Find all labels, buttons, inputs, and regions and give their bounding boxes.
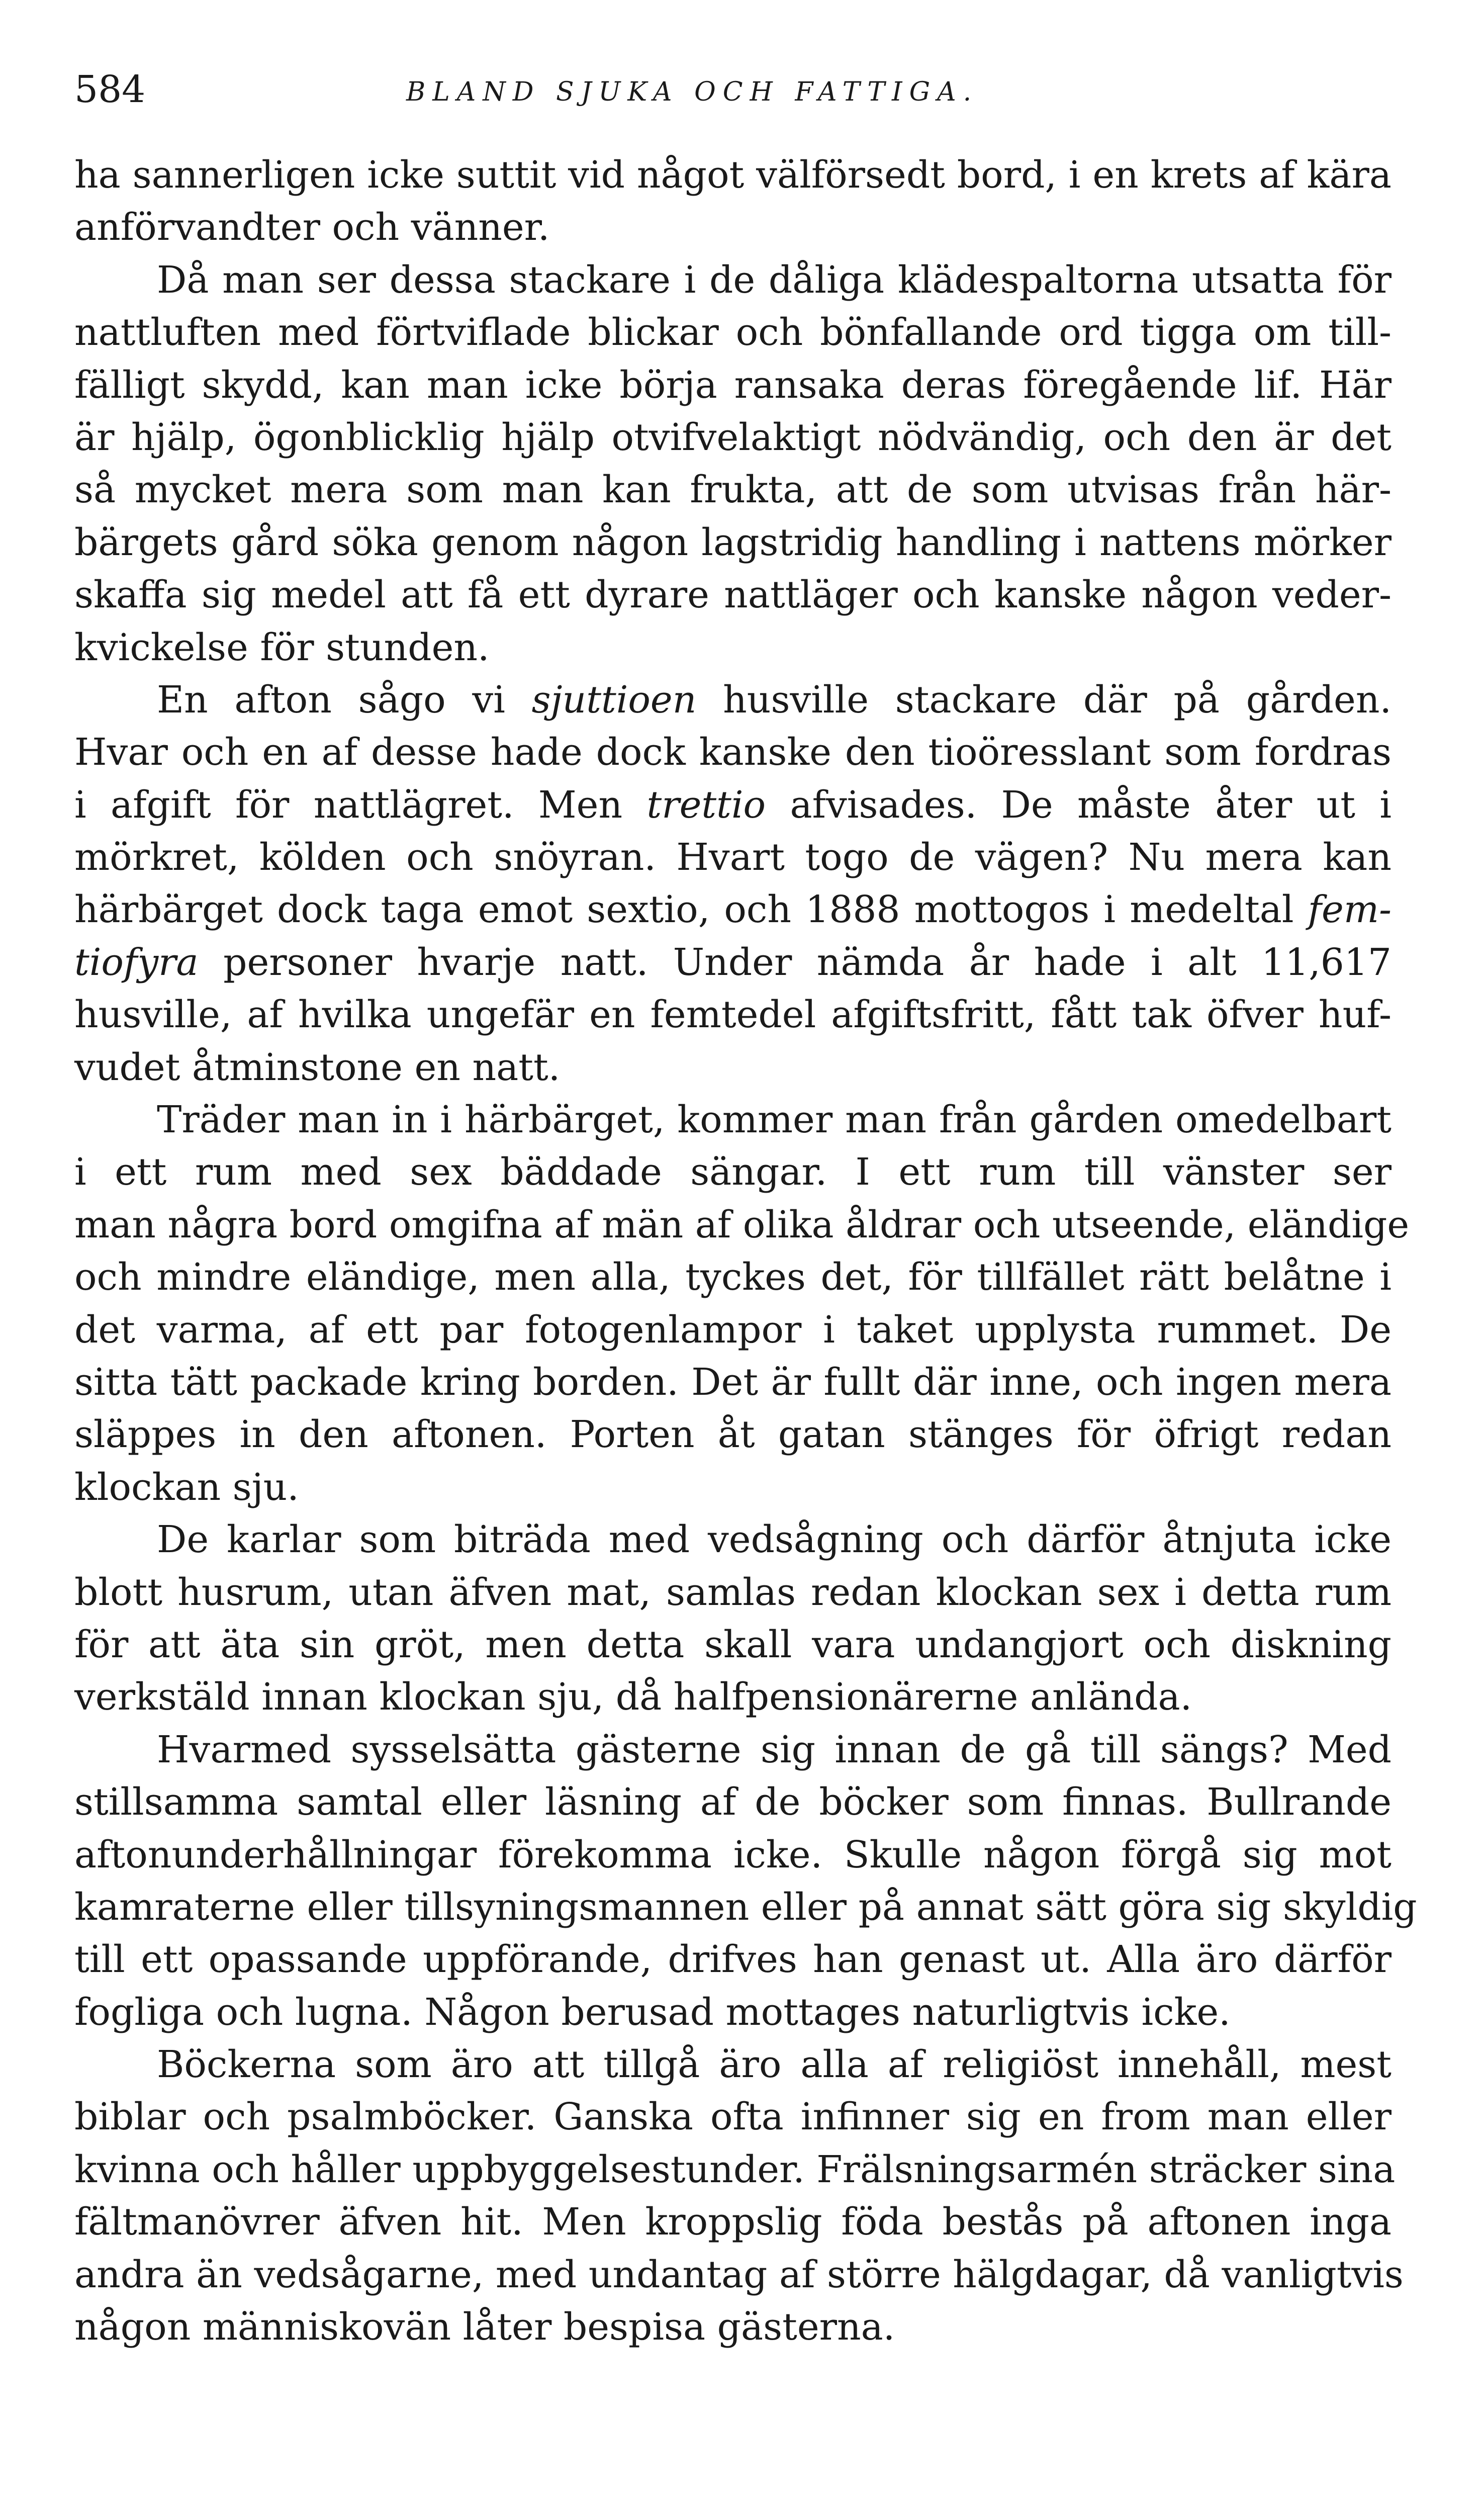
text-line: i ett rum med sex bäddade sängar. I ett rum till vänster ser (74, 1150, 1392, 1194)
text-line: Hvarmed sysselsätta gästerne sig innan de gå till sängs? Med (157, 1728, 1392, 1771)
text-line: fälligt skydd, kan man icke börja ransaka deras föregående lif. Här (74, 363, 1392, 407)
text-line: mörkret, kölden och snöyran. Hvart togo de vägen? Nu mera kan (74, 836, 1392, 879)
text-line: stillsamma samtal eller läsning af de böcker som finnas. Bullrande (74, 1780, 1392, 1824)
text-segment: i afgift för nattlägret. Men (74, 783, 647, 827)
text-line: blott husrum, utan äfven mat, samlas redan klockan sex i detta rum (74, 1570, 1392, 1614)
text-line: det varma, af ett par fotogenlampor i taket upplysta rummet. De (74, 1308, 1392, 1352)
text-line: så mycket mera som man kan frukta, att de som utvisas från här- (74, 468, 1392, 512)
text-line: aftonunderhållningar förekomma icke. Skulle någon förgå sig mot (74, 1833, 1392, 1876)
text-line: vudet åtminstone en natt. (74, 1045, 561, 1089)
text-line: kamraterne eller tillsyningsmannen eller på annat sätt göra sig skyldig (74, 1885, 1417, 1929)
text-line (74, 936, 1392, 989)
text-line: Då man ser dessa stackare i de dåliga klädespaltorna utsatta för (157, 258, 1392, 302)
italic-text: tiofyra (74, 940, 199, 984)
text-line: bärgets gård söka genom någon lagstridig handling i nattens mörker (74, 520, 1392, 564)
running-head: BLAND SJUKA OCH FATTIGA. (406, 77, 979, 107)
text-line: man några bord omgifna af män af olika åldrar och utseende, eländige (74, 1203, 1410, 1246)
text-line: för att äta sin gröt, men detta skall vara undangjort och diskning (74, 1623, 1392, 1666)
page-number: 584 (74, 68, 146, 111)
text-line: kvinna och håller uppbyggelsestunder. Frälsningsarmén sträcker sina (74, 2147, 1396, 2191)
text-segment: husville stackare där på gården. (696, 678, 1392, 722)
text-line (74, 674, 1392, 726)
text-line: andra än vedsågarne, med undantag af större hälgdagar, då vanligtvis (74, 2253, 1404, 2296)
text-line: Hvar och en af desse hade dock kanske den tioöresslant som fordras (74, 731, 1392, 774)
text-line: och mindre eländige, men alla, tyckes det, för tillfället rätt belåtne i (74, 1256, 1392, 1299)
text-line: är hjälp, ögonblicklig hjälp otvifvelaktigt nödvändig, och den är det (74, 415, 1392, 459)
text-line: någon människovän låter bespisa gästerna. (74, 2305, 895, 2349)
text-line: klockan sju. (74, 1465, 299, 1509)
text-line: De karlar som biträda med vedsågning och därför åtnjuta icke (157, 1518, 1392, 1562)
text-segment: personer hvarje natt. Under nämda år hade i alt 11,617 (198, 940, 1392, 984)
text-line: släppes in den aftonen. Porten åt gatan stänges för öfrigt redan (74, 1413, 1392, 1457)
text-line: till ett opassande uppförande, drifves han genast ut. Alla äro därför (74, 1938, 1392, 1982)
text-line: biblar och psalmböcker. Ganska ofta infinner sig en from man eller (74, 2095, 1392, 2139)
text-line: nattluften med förtviflade blickar och bönfallande ord tigga om till- (74, 311, 1392, 354)
text-line: Böckerna som äro att tillgå äro alla af religiöst innehåll, mest (157, 2043, 1392, 2087)
italic-text: trettio (646, 783, 766, 827)
text-line: ha sannerligen icke suttit vid något välförsedt bord, i en krets af kära (74, 153, 1392, 197)
text-segment: En afton sågo vi (157, 678, 532, 722)
text-line: anförvandter och vänner. (74, 206, 550, 249)
text-line (74, 779, 1392, 831)
italic-text: sjuttioen (531, 678, 697, 722)
body-text (74, 149, 1417, 2353)
text-line (74, 883, 1392, 936)
text-line: husville, af hvilka ungefär en femtedel afgiftsfritt, fått tak öfver huf- (74, 993, 1392, 1037)
text-line: verkstäld innan klockan sju, då halfpensionärerne anlända. (74, 1675, 1192, 1719)
text-line: sitta tätt packade kring borden. Det är fullt där inne, och ingen mera (74, 1360, 1392, 1404)
text-segment: afvisades. De måste åter ut i (766, 783, 1392, 827)
italic-text: fem- (1308, 888, 1392, 932)
text-segment: härbärget dock taga emot sextio, och 1888 mottogos i medeltal (74, 888, 1308, 932)
text-line: Träder man in i härbärget, kommer man från gården omedelbart (157, 1098, 1392, 1142)
text-line: kvickelse för stunden. (74, 625, 490, 669)
page-header (74, 64, 1392, 120)
text-line: fältmanövrer äfven hit. Men kroppslig föda bestås på aftonen inga (74, 2200, 1392, 2244)
text-line: skaffa sig medel att få ett dyrare nattläger och kanske någon veder- (74, 573, 1392, 617)
text-line: fogliga och lugna. Någon berusad mottages naturligtvis icke. (74, 1990, 1231, 2034)
